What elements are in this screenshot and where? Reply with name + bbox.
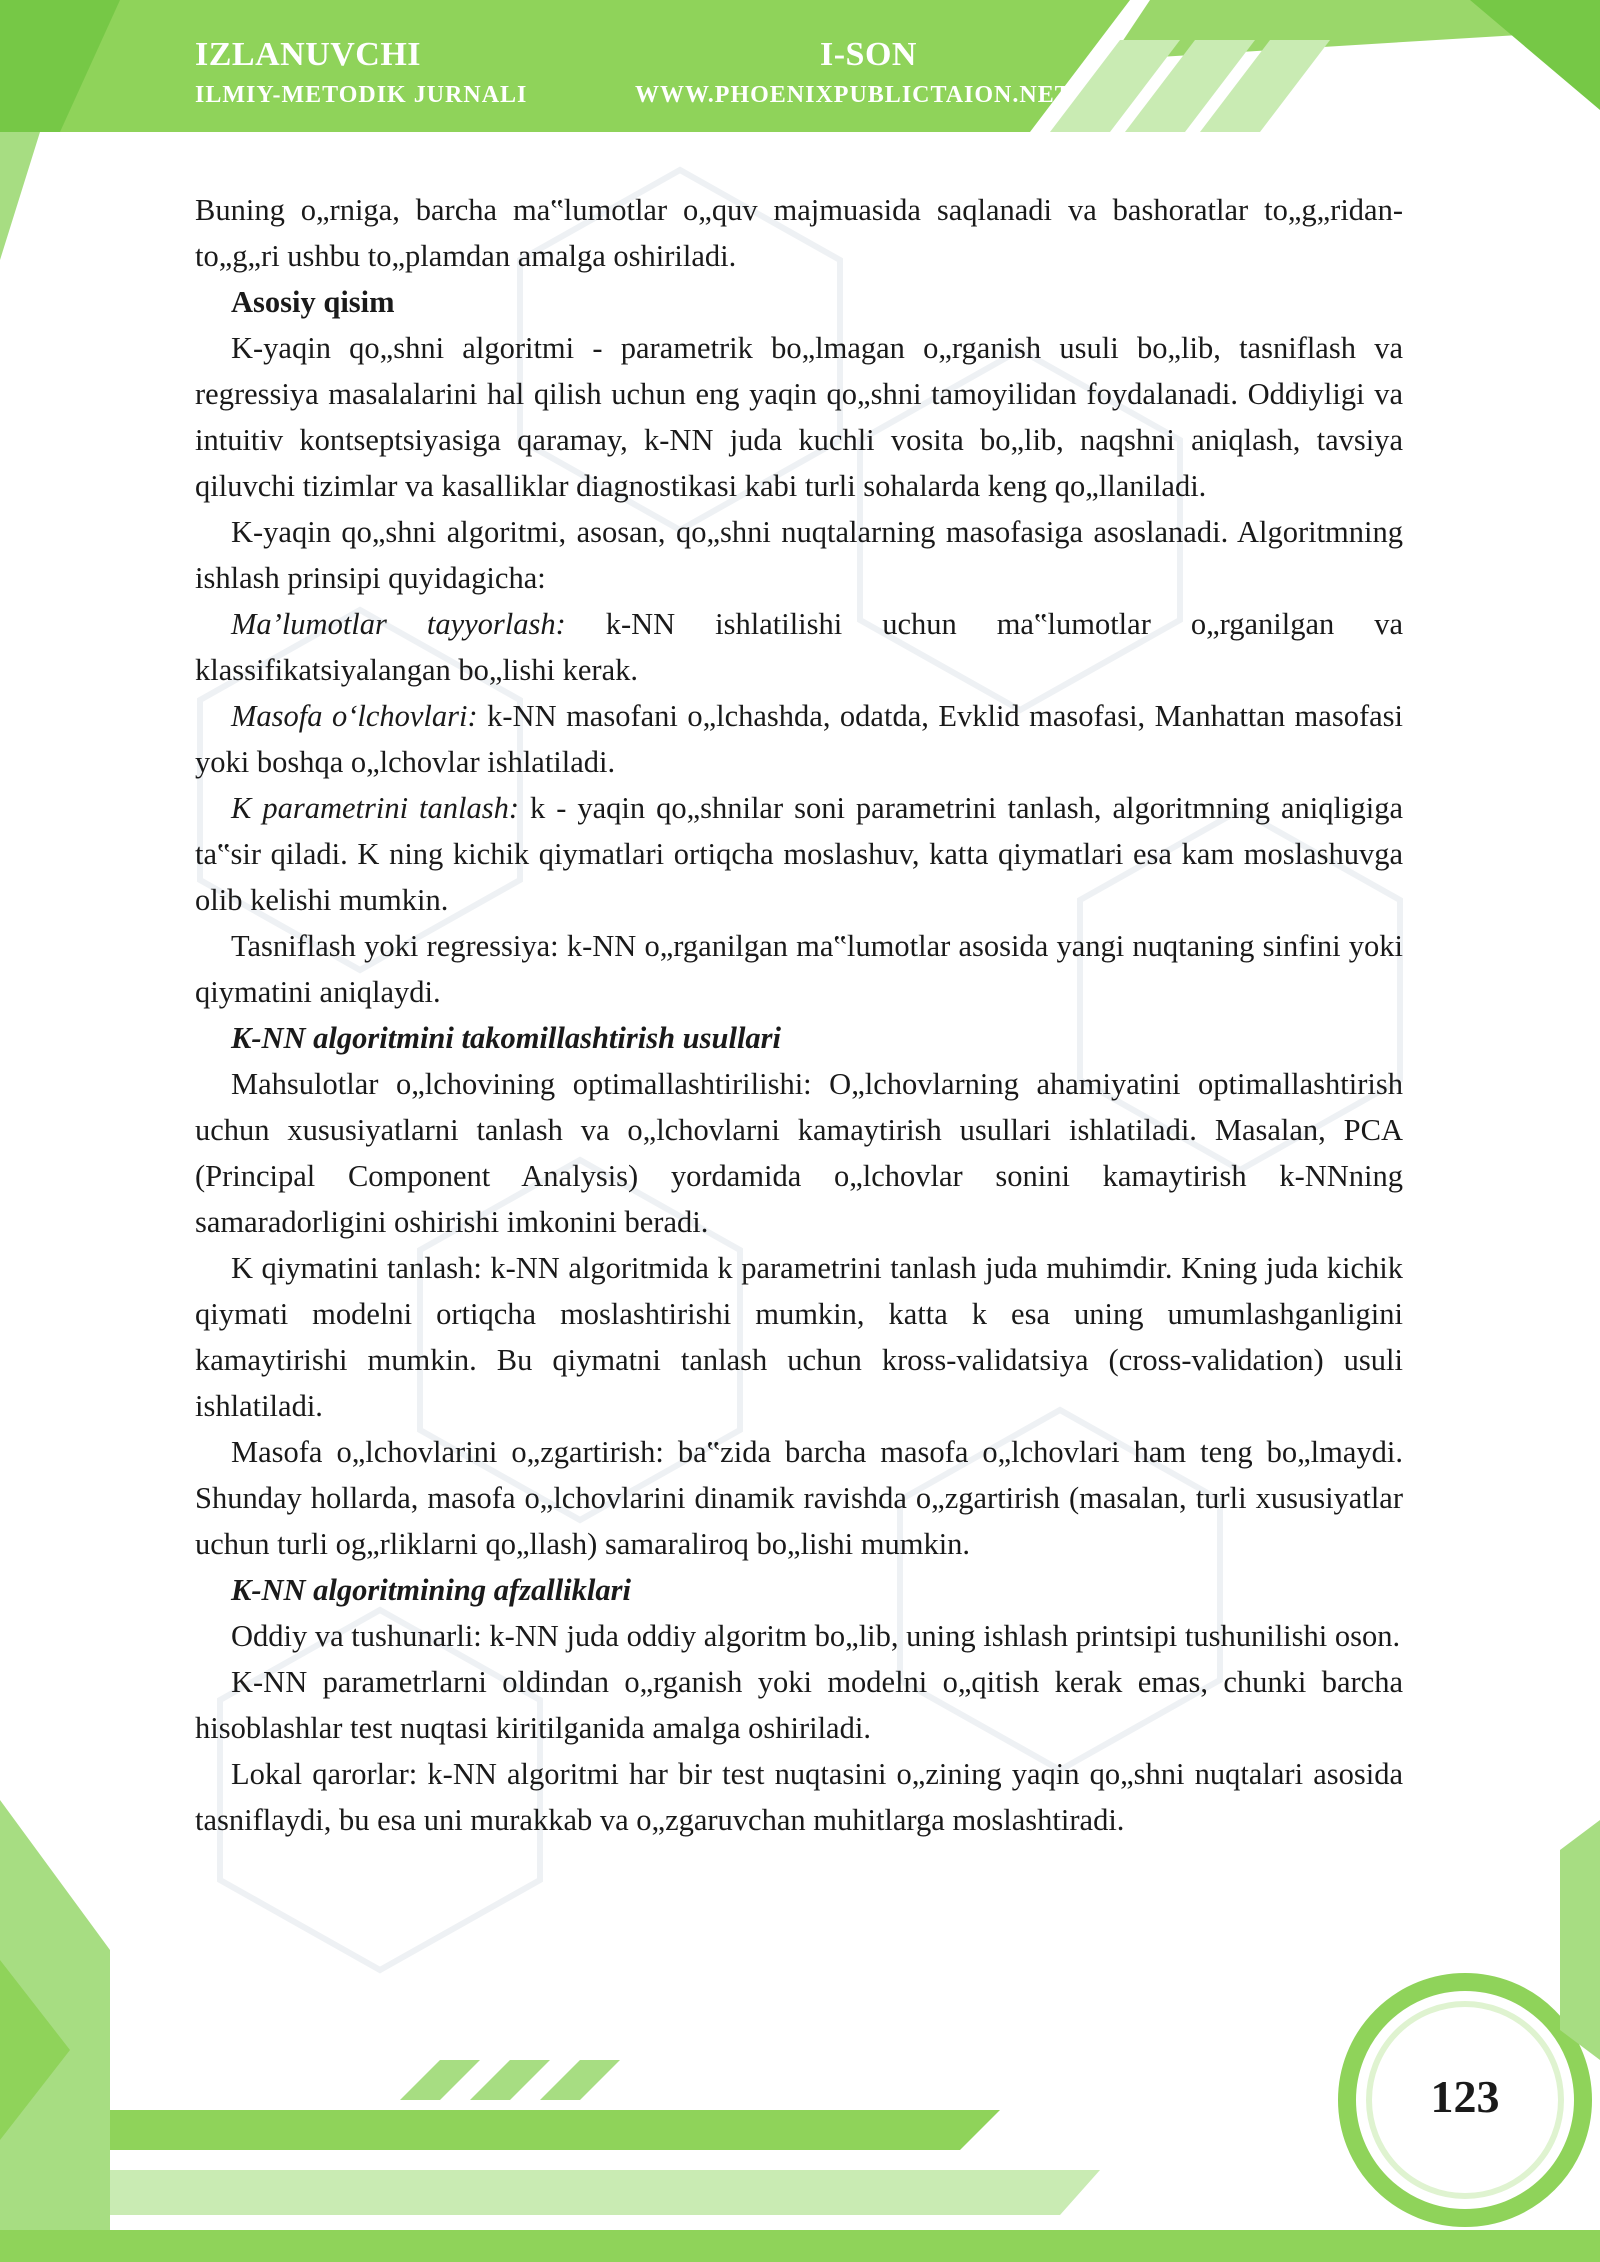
paragraph: Mahsulotlar o„lchovining optimallashtirilishi: O„lchovlarning ahamiyatini optimallashtirish uchun xususiyatlarni tanlash va o„lchovlarni kamaytirish usullari ishlatiladi. Masalan, PCA (Principal Component Analysis) yordamida o„lchovlar sonini kamaytirish k-NNning samaradorligini oshirishi imkonini beradi. [195,1067,1403,1239]
paragraph [195,601,1403,693]
term-text: k-NN masofani o„lchashda, odatda, Evklid masofasi, Manhattan masofasi yoki boshqa o„lchovlar ishlatiladi. [195,699,1403,779]
term-text: k - yaqin qo„shnilar soni parametrini tanlash, algoritmning aniqligiga ta‟sir qiladi. K ning kichik qiymatlari ortiqcha moslashuv, katta qiymatlari esa kam moslashuvga olib kelishi mumkin. [195,791,1403,917]
section-heading: Asosiy qisim [231,285,395,319]
section-heading: K-NN algoritmini takomillashtirish usullari [231,1021,782,1055]
term-label: Ma’lumotlar tayyorlash: [231,607,566,641]
page-number: 123 [1430,2071,1500,2122]
issue-label: I-SON [820,36,917,73]
paragraph: Tasniflash yoki regressiya: k-NN o„rganilgan ma‟lumotlar asosida yangi nuqtaning sinfini yoki qiymatini aniqlaydi. [195,929,1403,1009]
term-label: K parametrini tanlash: [231,791,519,825]
journal-header [195,36,1155,120]
paragraph: K-yaqin qo„shni algoritmi - parametrik bo„lmagan o„rganish usuli bo„lib, tasniflash va regressiya masalalarini hal qilish uchun eng yaqin qo„shni tamoyilidan foydalanadi. Oddiyligi va intuitiv kontseptsiyasiga qaramay, k-NN juda kuchli vosita bo„lib, naqshni aniqlash, tavsiya qiluvchi tizimlar va kasalliklar diagnostikasi kabi turli sohalarda keng qo„llaniladi. [195,331,1403,503]
paragraph: K qiymatini tanlash: k-NN algoritmida k parametrini tanlash juda muhimdir. Kning juda kichik qiymati modelni ortiqcha moslashtirishi mumkin, katta k esa uning umumlashganligini kamaytirishi mumkin. Bu qiymatni tanlash uchun kross-validatsiya (cross-validation) usuli ishlatiladi. [195,1251,1403,1423]
paragraph: Masofa o„lchovlarini o„zgartirish: ba‟zida barcha masofa o„lchovlari ham teng bo„lmaydi. Shunday hollarda, masofa o„lchovlarini dinamik ravishda o„zgartirish (masalan, turli xususiyatlar uchun turli og„rliklarni qo„llash) samaraliroq bo„lishi mumkin. [195,1435,1403,1561]
paragraph [195,693,1403,785]
paragraph: K-NN parametrlarni oldindan o„rganish yoki modelni o„qitish kerak emas, chunki barcha hisoblashlar test nuqtasi kiritilganida amalga oshiriladi. [195,1665,1403,1745]
term-label: Masofa o‘lchovlari: [231,699,478,733]
paragraph: Oddiy va tushunarli: k-NN juda oddiy algoritm bo„lib, uning ishlash printsipi tushunilishi oson. [231,1619,1401,1653]
section-heading: K-NN algoritmining afzalliklari [231,1573,631,1607]
paragraph: Lokal qarorlar: k-NN algoritmi har bir test nuqtasini o„zining yaqin qo„shni nuqtalari asosida tasniflaydi, bu esa uni murakkab va o„zgaruvchan muhitlarga moslashtiradi. [195,1757,1403,1837]
term-text: k-NN ishlatilishi uchun ma‟lumotlar o„rganilgan va klassifikatsiyalangan bo„lishi kerak. [195,607,1403,687]
paragraph: K-yaqin qo„shni algoritmi, asosan, qo„shni nuqtalarning masofasiga asoslanadi. Algoritmning ishlash prinsipi quyidagicha: [195,515,1403,595]
paragraph: Buning o„rniga, barcha ma‟lumotlar o„quv majmuasida saqlanadi va bashoratlar to„g„ridan-to„g„ri ushbu to„plamdan amalga oshiriladi. [195,193,1403,273]
paragraph [195,785,1403,923]
article-body [195,187,1403,1843]
journal-subtitle: ILMIY-METODIK JURNALI [195,82,528,108]
journal-website: WWW.PHOENIXPUBLICTAION.NET [635,82,1072,108]
journal-title: IZLANUVCHI [195,36,422,73]
